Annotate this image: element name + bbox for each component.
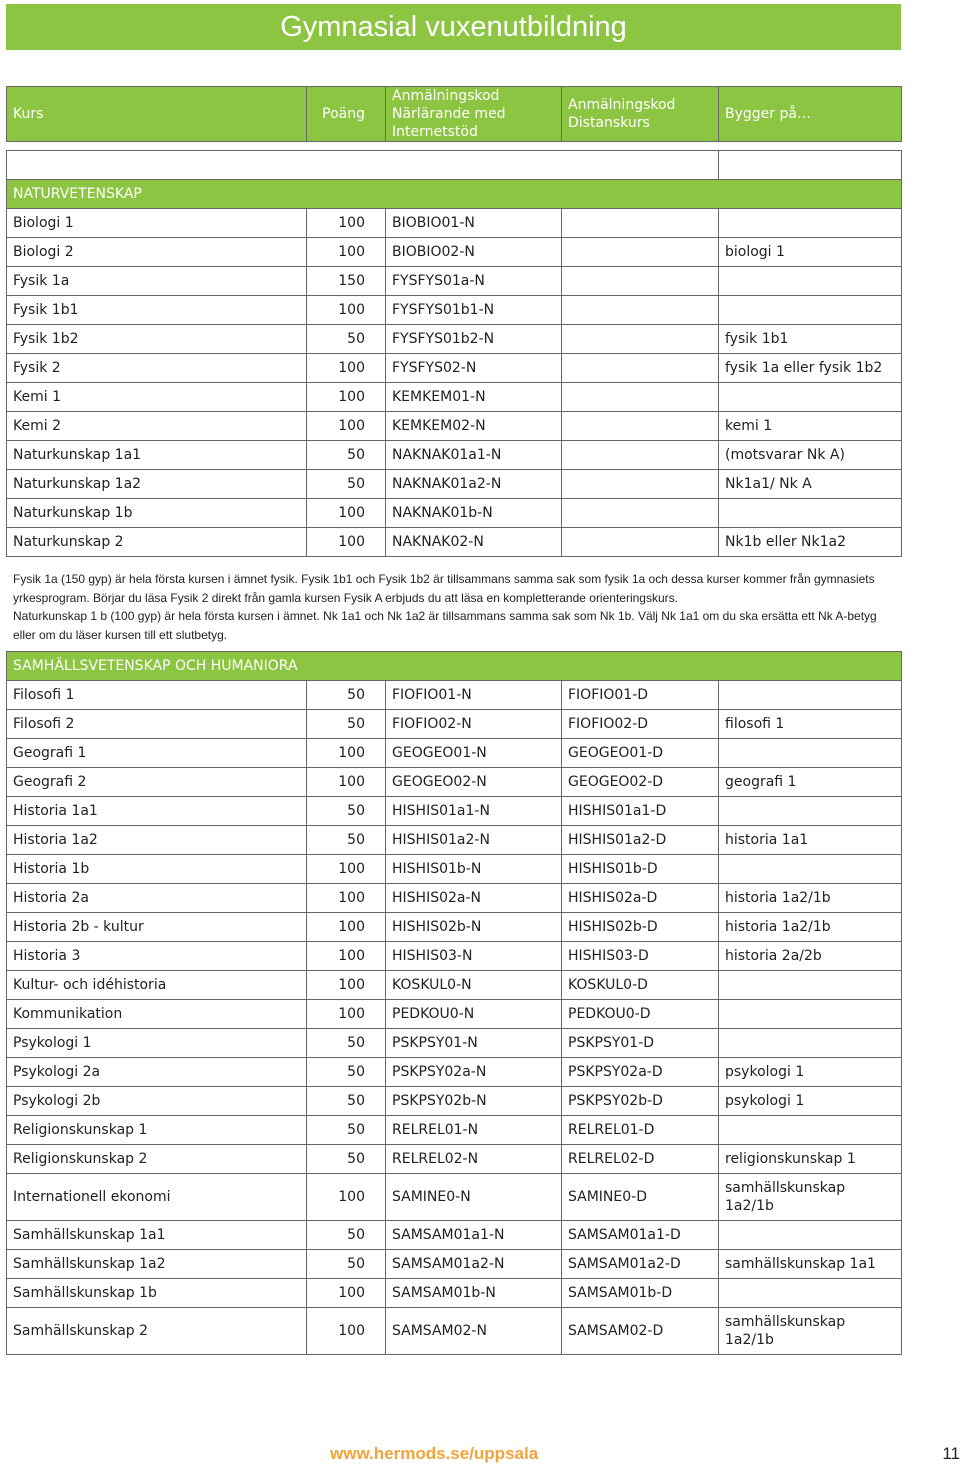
- code-distans: SAMINE0-D: [562, 1174, 719, 1221]
- prerequisite: filosofi 1: [719, 710, 902, 739]
- course-points: 100: [307, 209, 386, 238]
- course-name: Filosofi 2: [7, 710, 307, 739]
- code-narlarande: HISHIS03-N: [386, 942, 562, 971]
- course-points: 100: [307, 855, 386, 884]
- course-points: 100: [307, 499, 386, 528]
- code-narlarande: FYSFYS01b2-N: [386, 325, 562, 354]
- code-narlarande: PSKPSY01-N: [386, 1029, 562, 1058]
- section-label: NATURVETENSKAP: [7, 180, 902, 209]
- code-narlarande: FYSFYS01a-N: [386, 267, 562, 296]
- table-row: [7, 1116, 902, 1145]
- table-row: [7, 971, 902, 1000]
- page-number: 11: [942, 1444, 960, 1463]
- course-name: Fysik 2: [7, 354, 307, 383]
- prerequisite: historia 2a/2b: [719, 942, 902, 971]
- prerequisite: [719, 681, 902, 710]
- code-narlarande: GEOGEO02-N: [386, 768, 562, 797]
- prerequisite: [719, 1029, 902, 1058]
- code-narlarande: RELREL01-N: [386, 1116, 562, 1145]
- table-row: [7, 441, 902, 470]
- table-row: [7, 1221, 902, 1250]
- prerequisite: samhällskunskap 1a2/1b: [719, 1174, 902, 1221]
- code-narlarande: HISHIS01b-N: [386, 855, 562, 884]
- prerequisite: historia 1a2/1b: [719, 884, 902, 913]
- code-narlarande: NAKNAK01a1-N: [386, 441, 562, 470]
- table-row: [7, 1174, 902, 1221]
- code-distans: HISHIS01a2-D: [562, 826, 719, 855]
- prerequisite: samhällskunskap 1a2/1b: [719, 1308, 902, 1355]
- course-name: Historia 2a: [7, 884, 307, 913]
- table-row: [7, 826, 902, 855]
- code-narlarande: SAMSAM01a1-N: [386, 1221, 562, 1250]
- course-points: 50: [307, 1116, 386, 1145]
- code-distans: HISHIS02b-D: [562, 913, 719, 942]
- course-name: Geografi 2: [7, 768, 307, 797]
- prerequisite: samhällskunskap 1a1: [719, 1250, 902, 1279]
- course-points: 50: [307, 1058, 386, 1087]
- table-row: [7, 528, 902, 557]
- code-distans: SAMSAM01a2-D: [562, 1250, 719, 1279]
- course-name: Samhällskunskap 1a2: [7, 1250, 307, 1279]
- code-distans: FIOFIO02-D: [562, 710, 719, 739]
- course-name: Historia 2b - kultur: [7, 913, 307, 942]
- code-distans: [562, 441, 719, 470]
- page-title: Gymnasial vuxenutbildning: [6, 4, 901, 50]
- note-fysik: Fysik 1a (150 gyp) är hela första kursen i ämnet fysik. Fysik 1b1 och Fysik 1b2 är tillsammans samma sak som fysik 1a och dessa kurser kommer från gymnasiets yrkesprogram. Börjar du läsa Fysik 2 direkt från gamla kursen Fysik A erbjuds du att läsa en kompletterande orienteringskurs.: [13, 572, 875, 605]
- course-name: Geografi 1: [7, 739, 307, 768]
- table-row: [7, 797, 902, 826]
- table-row: [7, 1029, 902, 1058]
- course-name: Naturkunskap 2: [7, 528, 307, 557]
- code-distans: [562, 238, 719, 267]
- prerequisite: [719, 296, 902, 325]
- prerequisite: [719, 1000, 902, 1029]
- code-narlarande: KOSKUL0-N: [386, 971, 562, 1000]
- code-distans: [562, 412, 719, 441]
- prerequisite: [719, 209, 902, 238]
- prerequisite: [719, 1279, 902, 1308]
- section-label: SAMHÄLLSVETENSKAP OCH HUMANIORA: [7, 652, 902, 681]
- code-narlarande: FYSFYS01b1-N: [386, 296, 562, 325]
- course-name: Historia 1b: [7, 855, 307, 884]
- course-name: Religionskunskap 1: [7, 1116, 307, 1145]
- course-points: 50: [307, 1145, 386, 1174]
- code-narlarande: NAKNAK01a2-N: [386, 470, 562, 499]
- footer-link[interactable]: www.hermods.se/uppsala: [330, 1444, 539, 1463]
- header-kod-narlarande: [386, 87, 562, 142]
- code-distans: GEOGEO01-D: [562, 739, 719, 768]
- prerequisite: [719, 1116, 902, 1145]
- course-name: Historia 1a1: [7, 797, 307, 826]
- course-points: 50: [307, 470, 386, 499]
- table-row: [7, 739, 902, 768]
- prerequisite: psykologi 1: [719, 1058, 902, 1087]
- code-distans: HISHIS03-D: [562, 942, 719, 971]
- course-points: 50: [307, 1250, 386, 1279]
- prerequisite: [719, 971, 902, 1000]
- course-points: 100: [307, 383, 386, 412]
- course-points: 50: [307, 797, 386, 826]
- course-name: Historia 3: [7, 942, 307, 971]
- course-name: Filosofi 1: [7, 681, 307, 710]
- table-row: [7, 499, 902, 528]
- code-narlarande: FIOFIO01-N: [386, 681, 562, 710]
- course-points: 100: [307, 238, 386, 267]
- code-distans: [562, 528, 719, 557]
- prerequisite: (motsvarar Nk A): [719, 441, 902, 470]
- course-points: 100: [307, 1000, 386, 1029]
- course-name: Fysik 1a: [7, 267, 307, 296]
- course-points: 50: [307, 325, 386, 354]
- code-distans: [562, 267, 719, 296]
- code-distans: [562, 383, 719, 412]
- course-points: 100: [307, 296, 386, 325]
- course-name: Kultur- och idéhistoria: [7, 971, 307, 1000]
- course-points: 100: [307, 354, 386, 383]
- course-points: 100: [307, 528, 386, 557]
- code-distans: SAMSAM01b-D: [562, 1279, 719, 1308]
- code-distans: HISHIS02a-D: [562, 884, 719, 913]
- table-row: [7, 383, 902, 412]
- course-name: Kemi 2: [7, 412, 307, 441]
- code-narlarande: PSKPSY02a-N: [386, 1058, 562, 1087]
- table-row: [7, 768, 902, 797]
- table-row: [7, 412, 902, 441]
- header-kod-n-line1: Anmälningskod: [392, 88, 500, 104]
- course-points: 50: [307, 710, 386, 739]
- course-points: 100: [307, 1308, 386, 1355]
- table-row: [7, 1308, 902, 1355]
- code-narlarande: KEMKEM01-N: [386, 383, 562, 412]
- code-narlarande: NAKNAK02-N: [386, 528, 562, 557]
- course-points: 100: [307, 884, 386, 913]
- prerequisite: Nk1a1/ Nk A: [719, 470, 902, 499]
- prerequisite: historia 1a2/1b: [719, 913, 902, 942]
- header-bygger: Bygger på…: [719, 87, 902, 142]
- code-distans: [562, 470, 719, 499]
- course-points: 100: [307, 971, 386, 1000]
- table-row: [7, 354, 902, 383]
- course-points: 100: [307, 942, 386, 971]
- prerequisite: [719, 267, 902, 296]
- course-points: 100: [307, 739, 386, 768]
- course-name: Fysik 1b1: [7, 296, 307, 325]
- code-narlarande: HISHIS02a-N: [386, 884, 562, 913]
- course-name: Biologi 1: [7, 209, 307, 238]
- course-points: 100: [307, 412, 386, 441]
- course-points: 100: [307, 1174, 386, 1221]
- code-narlarande: HISHIS01a2-N: [386, 826, 562, 855]
- table-row: [7, 1087, 902, 1116]
- course-name: Naturkunskap 1a2: [7, 470, 307, 499]
- course-name: Religionskunskap 2: [7, 1145, 307, 1174]
- spacer-row: [7, 151, 902, 180]
- prerequisite: [719, 855, 902, 884]
- samhall-table: [6, 651, 902, 1355]
- code-distans: [562, 296, 719, 325]
- course-name: Biologi 2: [7, 238, 307, 267]
- table-row: [7, 710, 902, 739]
- code-distans: [562, 354, 719, 383]
- prerequisite: [719, 499, 902, 528]
- code-distans: KOSKUL0-D: [562, 971, 719, 1000]
- code-distans: GEOGEO02-D: [562, 768, 719, 797]
- prerequisite: religionskunskap 1: [719, 1145, 902, 1174]
- code-distans: SAMSAM01a1-D: [562, 1221, 719, 1250]
- code-narlarande: PSKPSY02b-N: [386, 1087, 562, 1116]
- header-kod-n-line2: Närlärande med: [392, 106, 506, 122]
- course-points: 100: [307, 1279, 386, 1308]
- note-naturkunskap: Naturkunskap 1 b (100 gyp) är hela första kursen i ämnet. Nk 1a1 och Nk 1a2 är tillsammans samma sak som Nk 1b. Välj Nk 1a1 om du ska ersätta ett Nk A-betyg eller om du läser kursen till ett slutbetyg.: [13, 609, 877, 642]
- code-narlarande: RELREL02-N: [386, 1145, 562, 1174]
- code-narlarande: BIOBIO01-N: [386, 209, 562, 238]
- course-name: Samhällskunskap 2: [7, 1308, 307, 1355]
- code-narlarande: KEMKEM02-N: [386, 412, 562, 441]
- table-row: [7, 913, 902, 942]
- table-row: [7, 884, 902, 913]
- prerequisite: psykologi 1: [719, 1087, 902, 1116]
- header-poang: Poäng: [307, 87, 386, 142]
- code-narlarande: BIOBIO02-N: [386, 238, 562, 267]
- prerequisite: Nk1b eller Nk1a2: [719, 528, 902, 557]
- header-kod-d-line1: Anmälningskod: [568, 97, 676, 113]
- code-distans: RELREL01-D: [562, 1116, 719, 1145]
- table-row: [7, 855, 902, 884]
- course-name: Psykologi 2b: [7, 1087, 307, 1116]
- code-narlarande: PEDKOU0-N: [386, 1000, 562, 1029]
- course-name: Internationell ekonomi: [7, 1174, 307, 1221]
- header-kurs: Kurs: [7, 87, 307, 142]
- prerequisite: [719, 1221, 902, 1250]
- table-row: [7, 681, 902, 710]
- table-row: [7, 1250, 902, 1279]
- code-narlarande: GEOGEO01-N: [386, 739, 562, 768]
- header-table: [6, 86, 902, 142]
- course-points: 50: [307, 826, 386, 855]
- code-narlarande: FIOFIO02-N: [386, 710, 562, 739]
- header-kod-distans: [562, 87, 719, 142]
- course-points: 50: [307, 1087, 386, 1116]
- code-distans: PSKPSY02b-D: [562, 1087, 719, 1116]
- code-narlarande: HISHIS02b-N: [386, 913, 562, 942]
- table-row: [7, 267, 902, 296]
- course-name: Samhällskunskap 1a1: [7, 1221, 307, 1250]
- table-row: [7, 1000, 902, 1029]
- code-distans: HISHIS01a1-D: [562, 797, 719, 826]
- code-distans: [562, 499, 719, 528]
- table-row: [7, 238, 902, 267]
- prerequisite: geografi 1: [719, 768, 902, 797]
- code-distans: RELREL02-D: [562, 1145, 719, 1174]
- code-narlarande: NAKNAK01b-N: [386, 499, 562, 528]
- course-points: 100: [307, 768, 386, 797]
- code-distans: PSKPSY02a-D: [562, 1058, 719, 1087]
- header-kod-d-line2: Distanskurs: [568, 115, 650, 131]
- code-narlarande: SAMINE0-N: [386, 1174, 562, 1221]
- code-distans: PEDKOU0-D: [562, 1000, 719, 1029]
- prerequisite: kemi 1: [719, 412, 902, 441]
- course-name: Kemi 1: [7, 383, 307, 412]
- table-row: [7, 470, 902, 499]
- code-distans: PSKPSY01-D: [562, 1029, 719, 1058]
- table-row: [7, 1058, 902, 1087]
- course-name: Psykologi 2a: [7, 1058, 307, 1087]
- code-narlarande: SAMSAM02-N: [386, 1308, 562, 1355]
- code-narlarande: SAMSAM01a2-N: [386, 1250, 562, 1279]
- prerequisite: [719, 797, 902, 826]
- table-row: [7, 1145, 902, 1174]
- header-row: [7, 87, 902, 142]
- course-points: 50: [307, 1221, 386, 1250]
- header-kod-n-line3: Internetstöd: [392, 124, 478, 140]
- course-name: Kommunikation: [7, 1000, 307, 1029]
- course-points: 150: [307, 267, 386, 296]
- prerequisite: biologi 1: [719, 238, 902, 267]
- prerequisite: fysik 1a eller fysik 1b2: [719, 354, 902, 383]
- code-distans: FIOFIO01-D: [562, 681, 719, 710]
- course-points: 50: [307, 1029, 386, 1058]
- table-row: [7, 209, 902, 238]
- code-distans: [562, 209, 719, 238]
- table-row: [7, 1279, 902, 1308]
- table-row: [7, 942, 902, 971]
- naturvetenskap-table: [6, 150, 902, 557]
- course-name: Naturkunskap 1a1: [7, 441, 307, 470]
- table-row: [7, 296, 902, 325]
- course-name: Historia 1a2: [7, 826, 307, 855]
- prerequisite: historia 1a1: [719, 826, 902, 855]
- code-distans: HISHIS01b-D: [562, 855, 719, 884]
- course-name: Fysik 1b2: [7, 325, 307, 354]
- table-row: [7, 325, 902, 354]
- code-narlarande: HISHIS01a1-N: [386, 797, 562, 826]
- prerequisite: [719, 739, 902, 768]
- section-samhall: [7, 652, 902, 681]
- code-distans: [562, 325, 719, 354]
- course-name: Naturkunskap 1b: [7, 499, 307, 528]
- code-distans: SAMSAM02-D: [562, 1308, 719, 1355]
- course-name: Psykologi 1: [7, 1029, 307, 1058]
- section-naturvetenskap: [7, 180, 902, 209]
- course-points: 100: [307, 913, 386, 942]
- course-name: Samhällskunskap 1b: [7, 1279, 307, 1308]
- prerequisite: [719, 383, 902, 412]
- course-points: 50: [307, 681, 386, 710]
- code-narlarande: FYSFYS02-N: [386, 354, 562, 383]
- code-narlarande: SAMSAM01b-N: [386, 1279, 562, 1308]
- prerequisite: fysik 1b1: [719, 325, 902, 354]
- course-note: [13, 570, 893, 644]
- course-points: 50: [307, 441, 386, 470]
